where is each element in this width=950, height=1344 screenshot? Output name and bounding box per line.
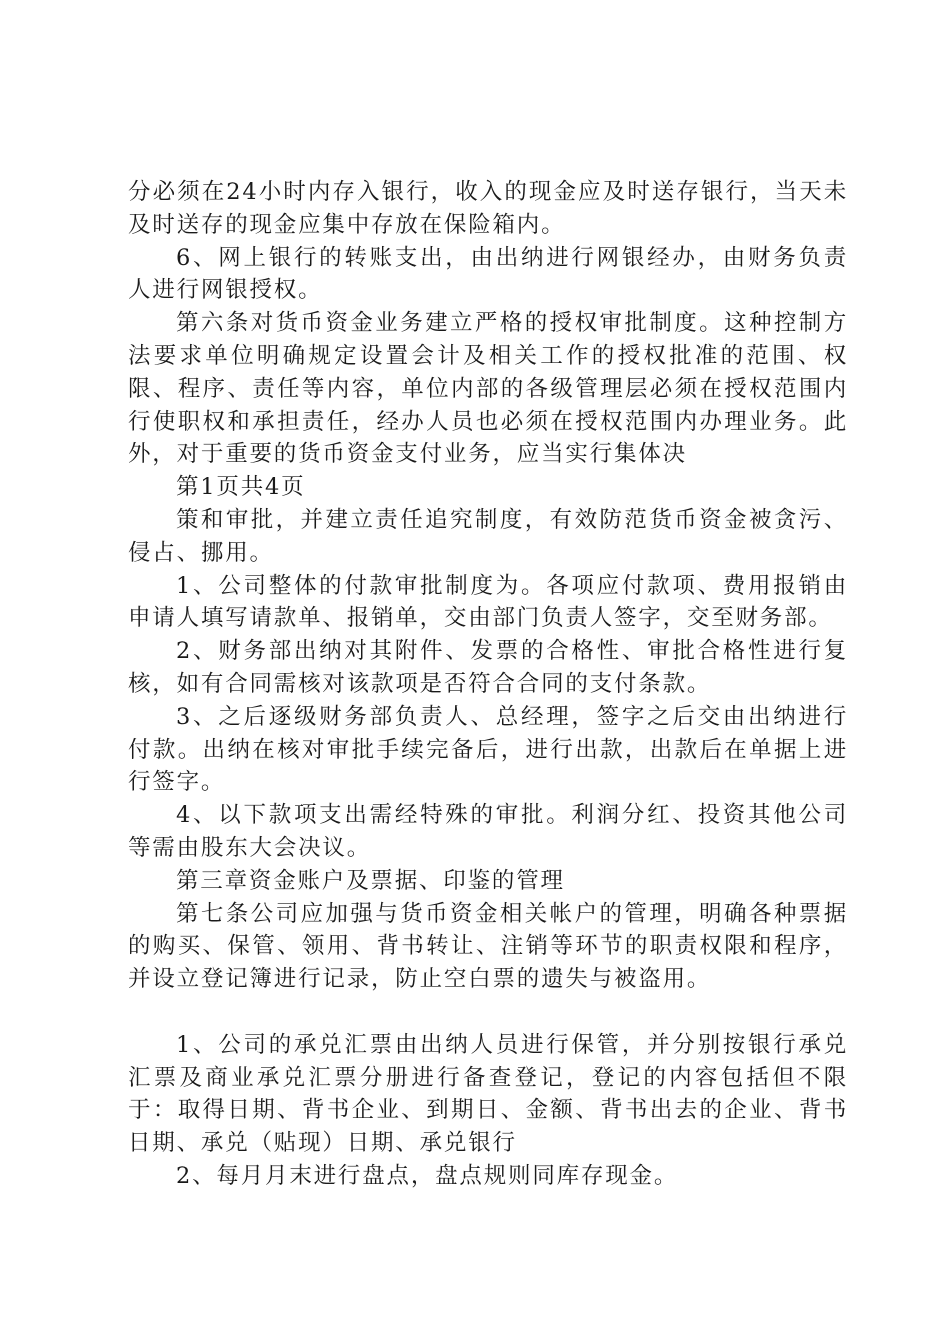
- chapter-heading-3: 第三章资金账户及票据、印鉴的管理: [176, 867, 565, 894]
- paragraph-payment-approval-4: 4、以下款项支出需经特殊的审批。利润分红、投资其他公司等需由股东大会决议。: [128, 802, 848, 861]
- paragraph-acceptance-bills: 1、公司的承兑汇票由出纳人员进行保管，并分别按银行承兑汇票及商业承兑汇票分册进行备查登记，登记的内容包括但不限于：取得日期、背书企业、到期日、金额、背书出去的企业、背书日期、承兑（贴现）日期、承兑银行: [128, 1031, 848, 1157]
- paragraph-payment-approval-2: 2、财务部出纳对其附件、发票的合格性、审批合格性进行复核，如有合同需核对该款项是否符合合同的支付条款。: [128, 638, 848, 697]
- paragraph-article-6: 第六条对货币资金业务建立严格的授权审批制度。这种控制方法要求单位明确规定设置会计及相关工作的授权批准的范围、权限、程序、责任等内容，单位内部的各级管理层必须在授权范围内行使职权和承担责任，经办人员也必须在授权范围内办理业务。此外，对于重要的货币资金支付业务，应当实行集体决: [128, 310, 848, 468]
- document-body: [128, 176, 848, 1193]
- paragraph-article-7: 第七条公司应加强与货币资金相关帐户的管理，明确各种票据的购买、保管、领用、背书转让、注销等环节的职责权限和程序，并设立登记簿进行记录，防止空白票的遗失与被盗用。: [128, 900, 848, 993]
- blank-line: [128, 996, 848, 1029]
- paragraph-cash-deposit: 分必须在24小时内存入银行，收入的现金应及时送存银行，当天未及时送存的现金应集中存放在保险箱内。: [128, 179, 848, 238]
- paragraph-payment-approval-1: 1、公司整体的付款审批制度为。各项应付款项、费用报销由申请人填写请款单、报销单，交由部门负责人签字，交至财务部。: [128, 572, 848, 632]
- paragraph-online-banking: 6、网上银行的转账支出，由出纳进行网银经办，由财务负责人进行网银授权。: [128, 244, 848, 304]
- paragraph-monthly-inventory: 2、每月月末进行盘点，盘点规则同库存现金。: [176, 1162, 679, 1189]
- page-number-footer: 第1页共4页: [176, 474, 306, 501]
- paragraph-payment-approval-3: 3、之后逐级财务部负责人、总经理，签字之后交由出纳进行付款。出纳在核对审批手续完备后，进行出款，出款后在单据上进行签字。: [128, 703, 848, 796]
- paragraph-accountability: 策和审批，并建立责任追究制度，有效防范货币资金被贪污、侵占、挪用。: [128, 506, 848, 566]
